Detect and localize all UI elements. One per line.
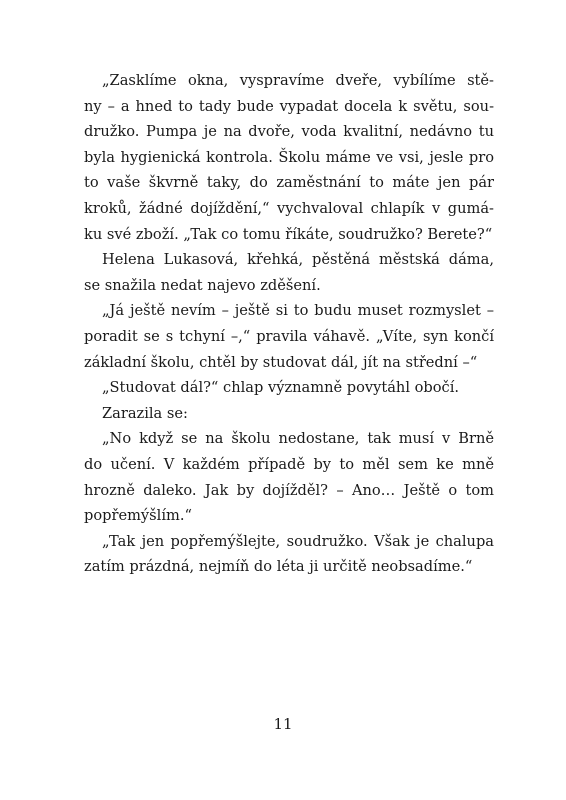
text-line: „Zasklíme okna, vyspravíme dveře, vybílíme stě- bbox=[102, 72, 494, 89]
text-line: základní školu, chtěl by studovat dál, jít na střední –“ bbox=[84, 353, 478, 371]
text-line: „No když se na školu nedostane, tak musí v Brně bbox=[102, 430, 494, 448]
text-line: poradit se s tchyní –,“ pravila váhavě. „Víte, syn končí bbox=[84, 327, 494, 345]
text-line: „Studovat dál?“ chlap významně povytáhl obočí. bbox=[102, 379, 460, 397]
page-number: 11 bbox=[273, 715, 293, 733]
body-text bbox=[84, 68, 494, 580]
text-line: zatím prázdná, nejmíň do léta ji určitě neobsadíme.“ bbox=[84, 558, 473, 576]
text-line: to vaše škvrně taky, do zaměstnání to máte jen pár bbox=[84, 174, 494, 192]
text-line: družko. Pumpa je na dvoře, voda kvalitní, nedávno tu bbox=[84, 123, 494, 141]
text-line: Helena Lukasová, křehká, pěstěná městská dáma, bbox=[102, 251, 494, 269]
text-line: ny – a hned to tady bude vypadat docela k světu, sou- bbox=[84, 97, 494, 115]
text-line: byla hygienická kontrola. Školu máme ve vsi, jesle pro bbox=[84, 148, 494, 166]
text-line: se snažila nedat najevo zděšení. bbox=[84, 276, 321, 294]
text-line: hrozně daleko. Jak by dojížděl? – Ano… Ještě o tom bbox=[84, 481, 494, 499]
text-line: kroků, žádné dojíždění,“ vychvaloval chlapík v gumá- bbox=[84, 199, 494, 217]
text-line: „Já ještě nevím – ještě si to budu muset rozmyslet – bbox=[102, 302, 494, 320]
text-line: popřemýšlím.“ bbox=[84, 507, 192, 525]
text-line: ku své zboží. „Tak co tomu říkáte, soudružko? Berete?“ bbox=[84, 225, 493, 243]
text-line: do učení. V každém případě by to měl sem ke mně bbox=[84, 455, 494, 473]
text-line: „Tak jen popřemýšlejte, soudružko. Však je chalupa bbox=[102, 532, 494, 550]
text-line: Zarazila se: bbox=[102, 404, 188, 422]
